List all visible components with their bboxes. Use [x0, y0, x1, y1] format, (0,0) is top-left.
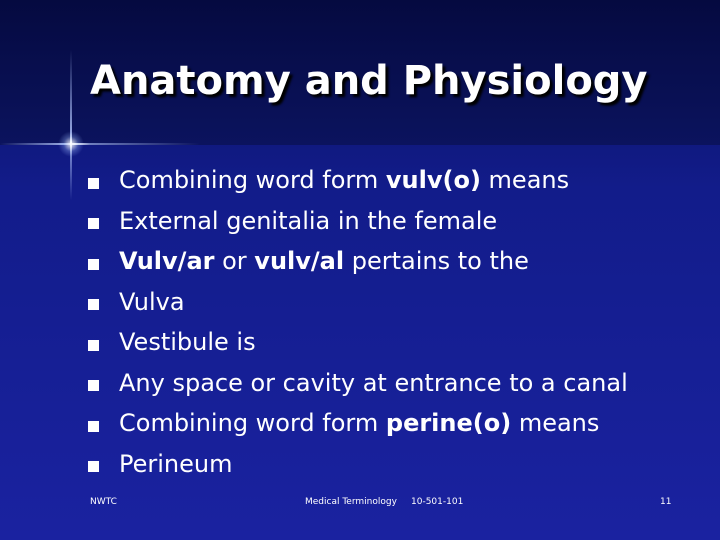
bullet-item	[88, 363, 628, 404]
bullet-item	[88, 444, 628, 485]
sparkle-vertical	[70, 50, 72, 200]
bullet-text-run: Any space or cavity at entrance to a canal	[119, 368, 628, 397]
bullet-text-run: pertains to the	[344, 247, 529, 276]
square-bullet-icon	[88, 178, 99, 189]
square-bullet-icon	[88, 380, 99, 391]
square-bullet-icon	[88, 421, 99, 432]
bullet-item	[88, 403, 628, 444]
bullet-text	[119, 409, 599, 437]
bullet-text	[119, 328, 256, 356]
bullet-text-run: or	[214, 247, 255, 276]
bullet-list	[88, 160, 628, 484]
bullet-text-run: Vulva	[119, 287, 185, 316]
bullet-text-bold: Vulv/ar	[119, 247, 215, 276]
sparkle-horizontal	[0, 143, 200, 145]
bullet-text	[119, 450, 232, 478]
bullet-item	[88, 322, 628, 363]
square-bullet-icon	[88, 259, 99, 270]
bullet-text-bold: perine(o)	[385, 409, 512, 438]
bullet-text-bold: vulv(o)	[385, 166, 481, 195]
square-bullet-icon	[88, 340, 99, 351]
bullet-text	[119, 247, 529, 275]
bullet-item	[88, 201, 628, 242]
bullet-text	[119, 207, 497, 235]
square-bullet-icon	[88, 299, 99, 310]
bullet-text-run: means	[480, 166, 570, 195]
square-bullet-icon	[88, 218, 99, 229]
bullet-item	[88, 241, 628, 282]
bullet-item	[88, 160, 628, 201]
slide-title: Anatomy and Physiology	[90, 58, 648, 104]
bullet-text-bold: vulv/al	[254, 247, 345, 276]
bullet-text-run: Combining word form	[119, 409, 386, 438]
bullet-text-run: means	[511, 409, 600, 438]
footer-course-name: Medical Terminology	[305, 497, 397, 507]
bullet-text	[119, 166, 569, 194]
footer-organization: NWTC	[90, 497, 117, 507]
bullet-item	[88, 282, 628, 323]
bullet-text	[119, 288, 185, 316]
footer-course-code: 10-501-101	[411, 497, 464, 507]
bullet-text-run: Perineum	[119, 449, 233, 478]
sparkle-star-icon	[58, 131, 84, 157]
square-bullet-icon	[88, 461, 99, 472]
footer-page-number: 11	[660, 497, 672, 507]
bullet-text-run: External genitalia in the female	[119, 206, 498, 235]
bullet-text-run: Combining word form	[119, 166, 386, 195]
bullet-text-run: Vestibule is	[119, 328, 256, 357]
bullet-text	[119, 369, 628, 397]
